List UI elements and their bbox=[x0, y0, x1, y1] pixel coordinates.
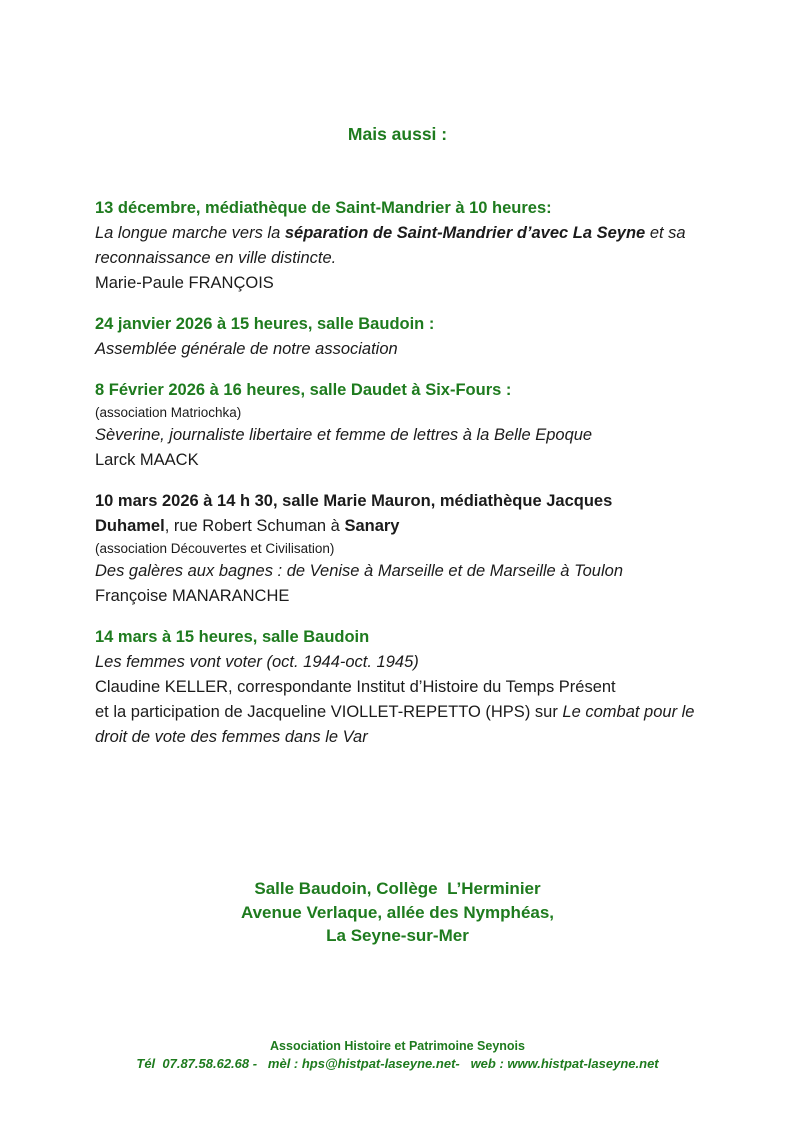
text-line bbox=[95, 539, 777, 559]
text-run: reconnaissance en ville distincte. bbox=[95, 249, 337, 267]
text-run: Duhamel bbox=[95, 517, 165, 535]
text-line bbox=[95, 675, 777, 700]
text-line bbox=[95, 271, 777, 296]
contact-line: Tél 07.87.58.62.68 - mèl : hps@histpat-laseyne.net- web : www.histpat-laseyne.net bbox=[136, 1056, 659, 1071]
text-line bbox=[95, 246, 777, 271]
association-name: Association Histoire et Patrimoine Seynois bbox=[270, 1039, 525, 1053]
text-run: (association Matriochka) bbox=[95, 405, 242, 420]
page-footer bbox=[0, 1038, 795, 1073]
text-run: Des galères aux bagnes : de Venise à Marseille et de Marseille à Toulon bbox=[95, 562, 623, 580]
event-10-mars bbox=[95, 489, 777, 609]
text-run: et sa bbox=[645, 224, 686, 242]
venue-line-2: Avenue Verlaque, allée des Nymphéas, bbox=[240, 902, 555, 922]
text-run: Larck MAACK bbox=[95, 451, 199, 469]
event-24-janvier bbox=[95, 312, 777, 362]
page-title: Mais aussi : bbox=[347, 124, 448, 144]
text-run: Les femmes vont voter (oct. 1944-oct. 1945) bbox=[95, 653, 419, 671]
text-line bbox=[95, 312, 777, 337]
text-line bbox=[95, 448, 777, 473]
text-line bbox=[95, 423, 777, 448]
text-run: Le combat pour le bbox=[562, 703, 695, 721]
text-run: , rue Robert Schuman à bbox=[164, 517, 345, 535]
text-run: Claudine KELLER, correspondante Institut d’Histoire du Temps Présent bbox=[95, 678, 616, 696]
text-line bbox=[95, 221, 777, 246]
text-line bbox=[95, 650, 777, 675]
text-run: 13 décembre, médiathèque de Saint-Mandrier à 10 heures: bbox=[95, 199, 552, 217]
text-run: 14 mars à 15 heures, salle Baudoin bbox=[95, 628, 370, 646]
text-run: Marie-Paule FRANÇOIS bbox=[95, 274, 274, 292]
text-run: Sèverine, journaliste libertaire et femme de lettres à la Belle Epoque bbox=[95, 426, 593, 444]
text-run: Assemblée générale de notre association bbox=[95, 340, 398, 358]
text-run: La longue marche vers la bbox=[95, 224, 285, 242]
text-run: 24 janvier 2026 à 15 heures, salle Baudoin : bbox=[95, 315, 435, 333]
text-run: Françoise MANARANCHE bbox=[95, 587, 290, 605]
text-line bbox=[95, 403, 777, 423]
text-line bbox=[95, 625, 777, 650]
text-line bbox=[95, 559, 777, 584]
text-line bbox=[95, 514, 777, 539]
text-run: (association Découvertes et Civilisation) bbox=[95, 541, 335, 556]
text-run: 8 Février 2026 à 16 heures, salle Daudet à Six-Fours : bbox=[95, 381, 512, 399]
text-line bbox=[95, 337, 777, 362]
text-line bbox=[95, 378, 777, 403]
text-run: et la participation de Jacqueline VIOLLET-REPETTO (HPS) sur bbox=[95, 703, 563, 721]
venue-line-3: La Seyne-sur-Mer bbox=[326, 926, 469, 945]
text-line bbox=[95, 584, 777, 609]
event-8-fevrier bbox=[95, 378, 777, 473]
text-run: séparation de Saint-Mandrier d’avec La Seyne bbox=[284, 224, 646, 242]
text-line bbox=[95, 489, 777, 514]
text-line bbox=[95, 700, 777, 725]
venue-line-1: Salle Baudoin, Collège L’Herminier bbox=[254, 879, 541, 898]
text-line bbox=[95, 725, 777, 750]
text-run: Sanary bbox=[344, 517, 400, 535]
events-list bbox=[95, 196, 777, 766]
text-line bbox=[95, 196, 777, 221]
text-run: 10 mars 2026 à 14 h 30, salle Marie Mauron, médiathèque Jacques bbox=[95, 492, 613, 510]
text-run: droit de vote des femmes dans le Var bbox=[95, 728, 368, 746]
event-14-mars bbox=[95, 625, 777, 750]
event-13-decembre bbox=[95, 196, 777, 296]
venue-address bbox=[0, 877, 795, 948]
